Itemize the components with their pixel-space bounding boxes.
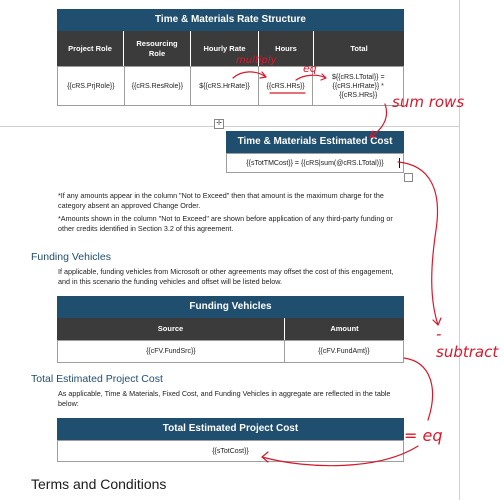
funding-table-title: Funding Vehicles [57,296,404,318]
header-resourcing-role: Resourcing Role [124,31,191,66]
ink-multiply-label: multiply [236,55,277,66]
page-break [0,126,459,127]
total-table-title: Total Estimated Project Cost [57,418,404,440]
table-resize-handle[interactable] [404,173,413,182]
cell-fund-source[interactable]: {{cFV.FundSrc}} [58,341,285,362]
total-cost-value: {{sTotCost}} [212,447,249,455]
page-edge [459,0,460,500]
estimated-formula-cell[interactable] [226,153,404,173]
estimated-formula-text: {{sTotTMCost}} = {{cRS|sum(@cRS.LTotal)}} [246,159,384,167]
header-hourly-rate: Hourly Rate [191,31,259,66]
ink-subtract-curve [398,162,438,325]
rate-table-row [57,66,404,106]
funding-paragraph: If applicable, funding vehicles from Microsoft or other agreements may offset the cost of this engagement, and in this scenario the funding vehicles and offset will be listed below. [58,267,394,286]
table-move-icon[interactable]: ✛ [214,119,224,129]
ink-subtract-arrowhead [433,318,441,325]
header-total: Total [350,43,368,53]
cell-fund-amount[interactable]: {{cFV.FundAmt}} [318,348,370,355]
rate-table-title: Time & Materials Rate Structure [57,9,404,31]
cell-total[interactable]: ${{cRS.LTotal}} = {{cRS.HrRate}} * {{cRS.HRs}} [331,73,385,99]
funding-table-row [57,340,404,363]
header-amount: Amount [330,324,359,333]
ink-eq-bottom-label: = eq [404,426,443,445]
text-cursor [399,158,400,168]
ink-subtract-label: - subtract [436,325,499,361]
funding-heading: Funding Vehicles [31,251,111,263]
rate-table-header [57,31,404,66]
estimated-table-title: Time & Materials Estimated Cost [226,131,404,153]
note-not-to-exceed-1: *If any amounts appear in the column "Not to Exceed" then that amount is the maximum charge for the category absent an approved Change Order. [58,191,384,210]
cell-hours[interactable]: {{cRS.HRs}} [259,67,314,105]
total-heading: Total Estimated Project Cost [31,373,163,385]
total-paragraph: As applicable, Time & Materials, Fixed Cost, and Funding Vehicles in aggregate are reflected in the table below: [58,389,391,408]
header-project-role: Project Role [57,31,124,66]
header-hours: Hours [259,31,314,66]
funding-table-header [57,318,404,340]
cell-resourcing-role[interactable]: {{cRS.ResRole}} [125,67,192,105]
cell-hourly-rate[interactable]: ${{cRS.HrRate}} [191,67,259,105]
ink-sum-rows-label: sum rows [392,93,465,111]
note-not-to-exceed-2: *Amounts shown in the column "Not to Exceed" are shown before application of any third-party funding or other credits identified in Section 3.2 of this agreement. [58,214,393,233]
cell-project-role[interactable]: {{cRS.PrjRole}} [58,67,125,105]
ink-eq-top-label: eq [303,62,317,75]
ink-eq-curve [404,358,433,420]
header-source: Source [57,318,285,340]
terms-heading: Terms and Conditions [31,476,167,492]
total-cost-cell[interactable] [57,440,404,462]
